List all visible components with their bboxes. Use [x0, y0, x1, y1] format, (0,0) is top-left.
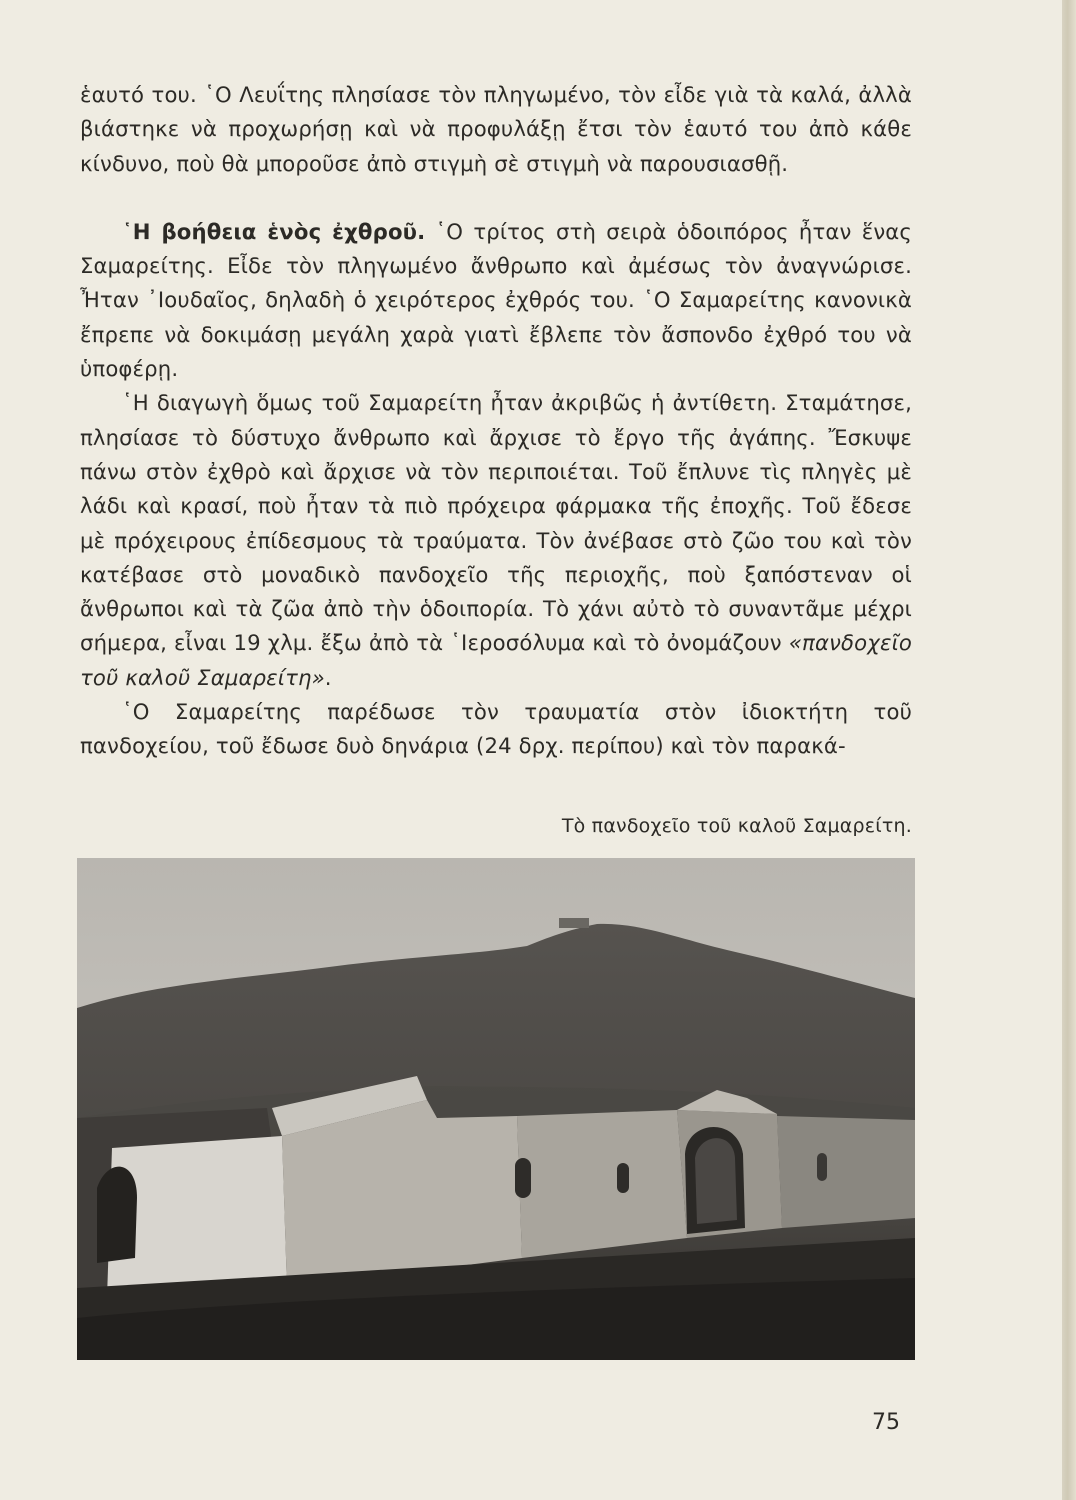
paragraph-2-text: ῾Ο τρίτος στὴ σειρὰ ὁδοιπόρος ἦταν ἕνας Σαμαρείτης. Εἶδε τὸν πληγωμένο ἄνθρωπο καὶ ἀμέσως τὸν ἀναγνώρισε. Ἦταν ᾿Ιουδαῖος, δηλαδὴ ὁ χειρότερος ἐχθρός του. ῾Ο Σαμαρείτης κανονικὰ ἔπρεπε νὰ δοκιμάσῃ μεγάλη χαρὰ γιατὶ ἔβλεπε τὸν ἄσπονδο ἐχθρό του νὰ ὑποφέρῃ.	[80, 218, 913, 382]
paragraph-3-end: .	[324, 664, 332, 690]
paragraph-3	[80, 386, 912, 695]
body-text	[80, 78, 912, 764]
section-heading: ῾Η βοήθεια ἑνὸς ἐχθροῦ.	[122, 218, 426, 244]
photo-drawing	[77, 858, 915, 1360]
page-number: 75	[872, 1410, 900, 1435]
page-edge	[1062, 0, 1076, 1500]
inn-photograph	[77, 858, 915, 1360]
paragraph-2	[80, 215, 912, 386]
figure-caption: Τὸ πανδοχεῖο τοῦ καλοῦ Σαμαρείτη.	[561, 815, 912, 837]
paragraph-1: ἑαυτό του. ῾Ο Λευΐτης πλησίασε τὸν πληγωμένο, τὸν εἶδε γιὰ τὰ καλά, ἀλλὰ βιάστηκε νὰ προχωρήσῃ καὶ νὰ προφυλάξῃ ἔτσι τὸν ἑαυτό του ἀπὸ κάθε κίνδυνο, ποὺ θὰ μποροῦσε ἀπὸ στιγμὴ σὲ στιγμὴ νὰ παρουσιασθῇ.	[80, 82, 912, 176]
paragraph-4: ῾Ο Σαμαρείτης παρέδωσε τὸν τραυματία στὸν ἰδιοκτήτη τοῦ πανδοχείου, τοῦ ἔδωσε δυὸ δηνάρια (24 δρχ. περίπου) καὶ τὸν παρακά-	[80, 699, 912, 759]
inn-name: «πανδοχεῖο τοῦ καλοῦ Σαμαρείτη»	[80, 630, 912, 690]
paragraph-3-text: ῾Η διαγωγὴ ὅμως τοῦ Σαμαρείτη ἦταν ἀκριβῶς ἡ ἀντίθετη. Σταμάτησε, πλησίασε τὸ δύστυχο ἄνθρωπο καὶ ἄρχισε τὸ ἔργο τῆς ἀγάπης. Ἔσκυψε πάνω στὸν ἐχθρὸ καὶ ἄρχισε νὰ τὸν περιποιέται. Τοῦ ἔπλυνε τὶς πληγὲς μὲ λάδι καὶ κρασί, ποὺ ἦταν τὰ πιὸ πρόχειρα φάρμακα τῆς ἐποχῆς. Τοῦ ἔδεσε μὲ πρόχειρους ἐπίδεσμους τὰ τραύματα. Τὸν ἀνέβασε στὸ ζῶο του καὶ τὸν κατέβασε στὸ μοναδικὸ πανδοχεῖο τῆς περιοχῆς, ποὺ ξαπόστεναν οἱ ἄνθρωποι καὶ τὰ ζῶα ἀπὸ τὴν ὁδοιπορία. Τὸ χάνι αὐτὸ τὸ συναντᾶμε μέχρι σήμερα, εἶναι 19 χλμ. ἔξω ἀπὸ τὰ ῾Ιεροσόλυμα καὶ τὸ ὀνομάζουν	[80, 390, 912, 656]
